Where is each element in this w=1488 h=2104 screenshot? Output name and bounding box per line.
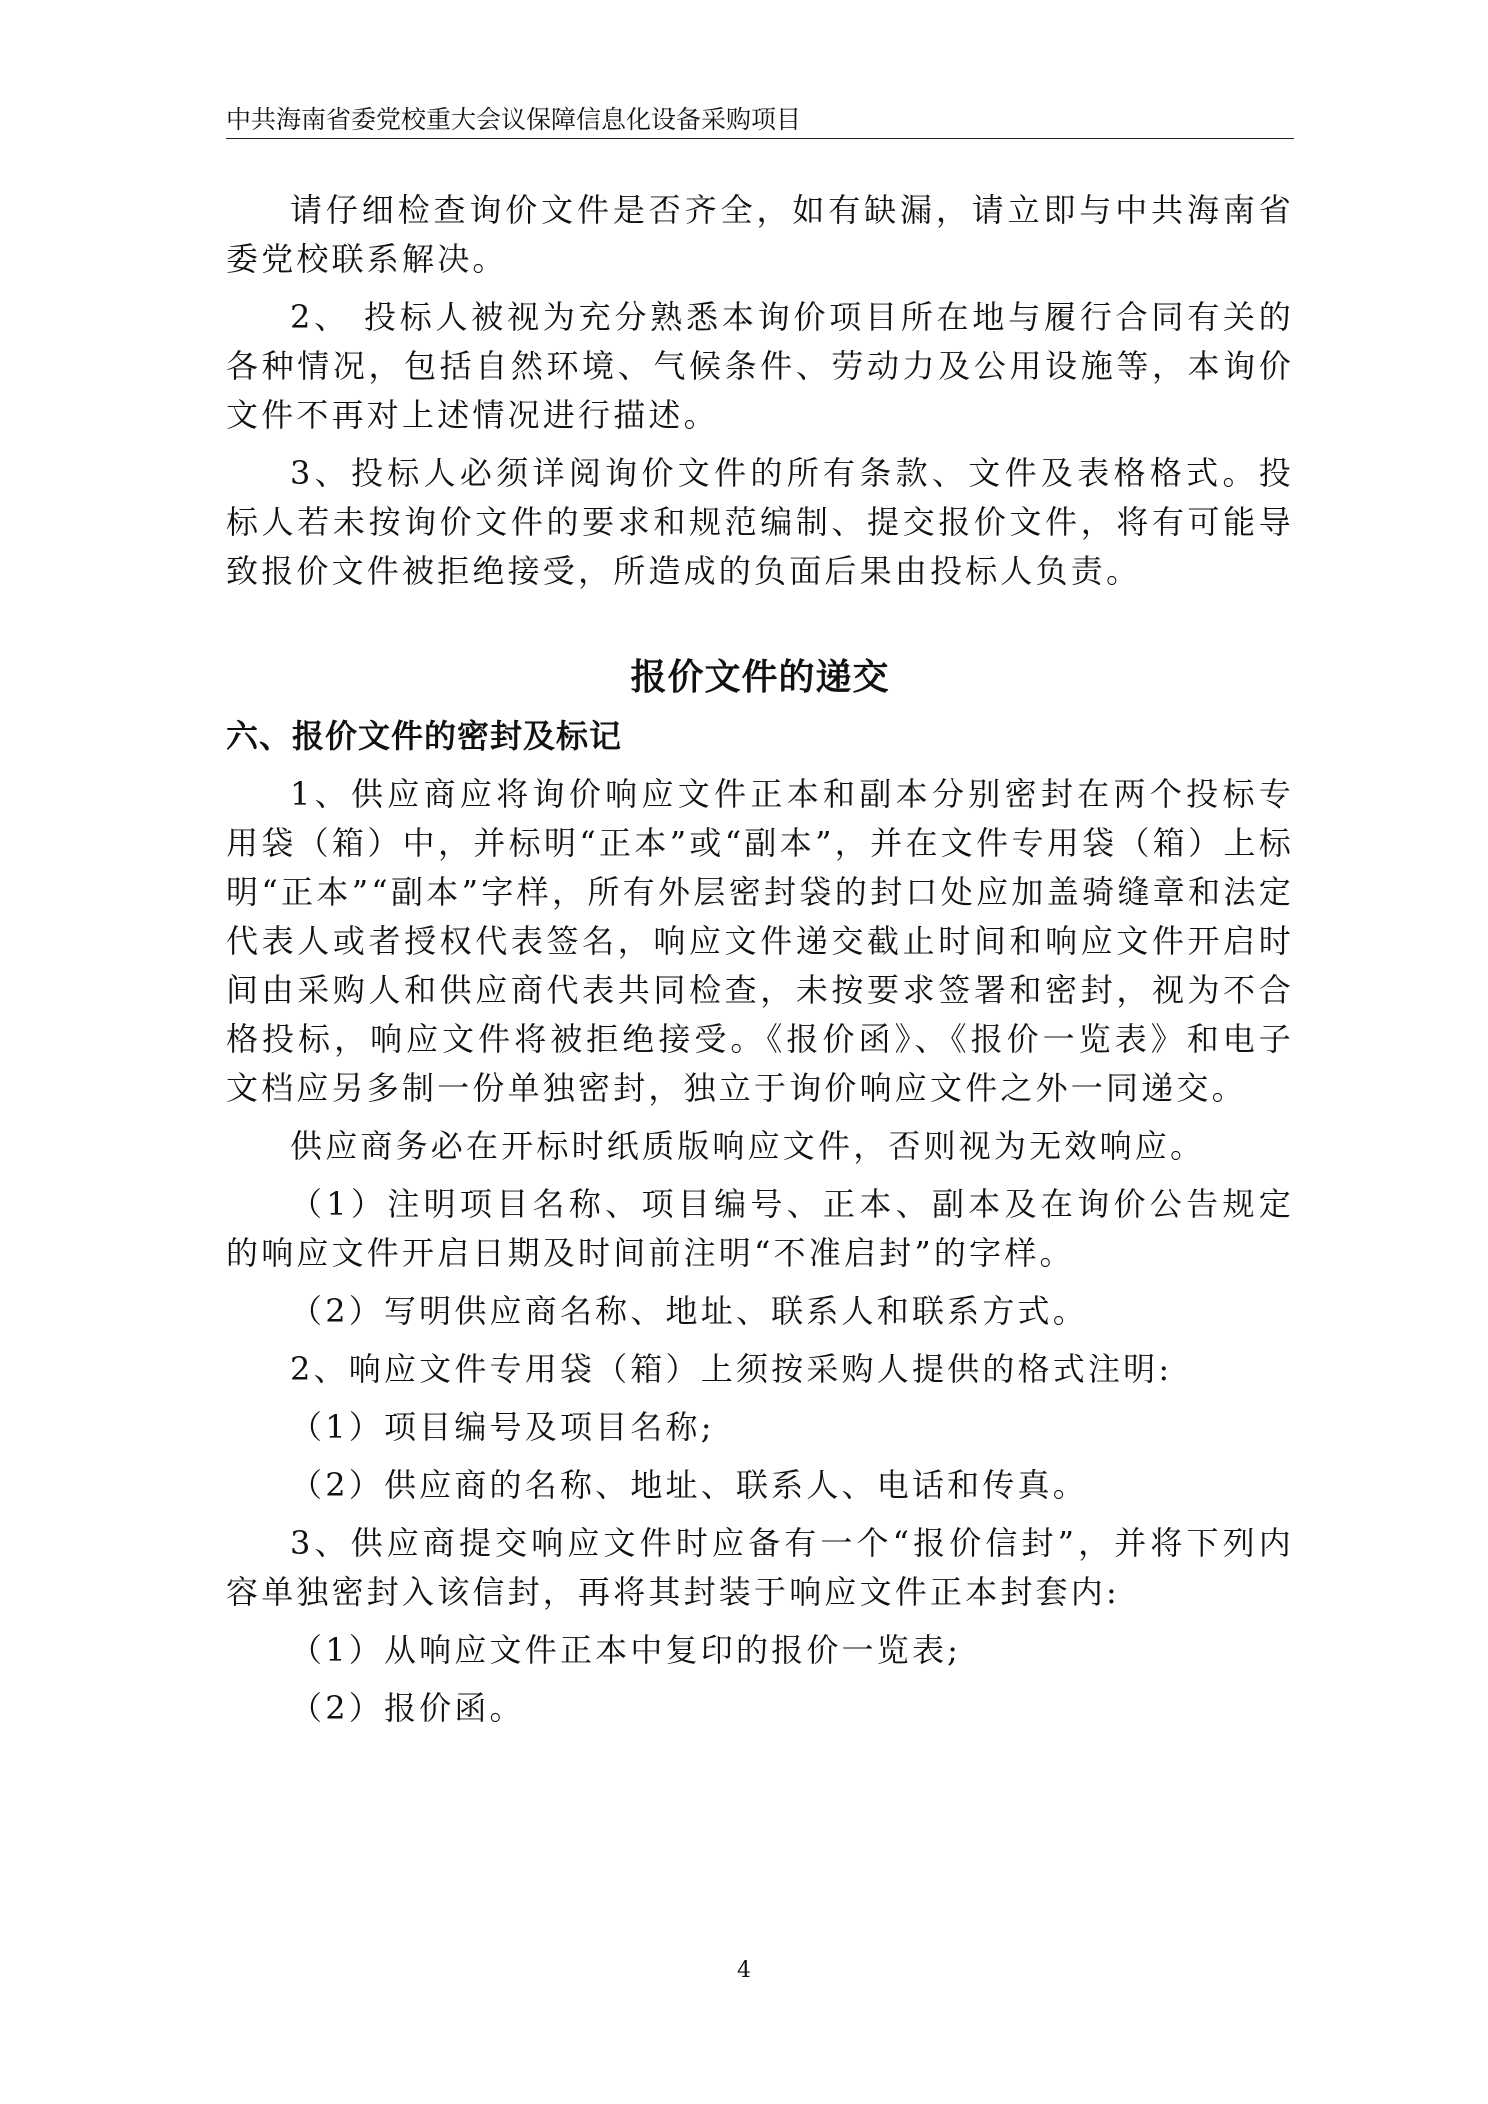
page-number: 4 <box>737 1958 751 1983</box>
paragraph: （1）注明项目名称、项目编号、正本、副本及在询价公告规定的响应文件开启日期及时间前注明“不准启封”的字样。 <box>226 1185 1294 1272</box>
paragraph: 2、响应文件专用袋（箱）上须按采购人提供的格式注明: <box>290 1350 1173 1388</box>
paragraph: 3、供应商提交响应文件时应备有一个“报价信封”，并将下列内容单独密封入该信封，再将其封装于响应文件正本封套内: <box>226 1524 1294 1611</box>
paragraph: （1）项目编号及项目名称; <box>290 1408 715 1446</box>
paragraph: （1）从响应文件正本中复印的报价一览表; <box>290 1631 962 1669</box>
subsection-title: 六、报价文件的密封及标记 <box>226 717 623 755</box>
paragraph: 供应商务必在开标时纸质版响应文件，否则视为无效响应。 <box>290 1127 1206 1165</box>
paragraph: 请仔细检查询价文件是否齐全，如有缺漏，请立即与中共海南省委党校联系解决。 <box>226 191 1294 278</box>
paragraph: （2）写明供应商名称、地址、联系人和联系方式。 <box>290 1292 1088 1330</box>
paragraph: 2、 投标人被视为充分熟悉本询价项目所在地与履行合同有关的各种情况，包括自然环境、气候条件、劳动力及公用设施等，本询价文件不再对上述情况进行描述。 <box>226 298 1294 434</box>
running-header: 中共海南省委党校重大会议保障信息化设备采购项目 <box>226 106 1294 139</box>
paragraph: （2）报价函。 <box>290 1689 525 1727</box>
paragraph: 3、投标人必须详阅询价文件的所有条款、文件及表格格式。投标人若未按询价文件的要求和规范编制、提交报价文件，将有可能导致报价文件被拒绝接受，所造成的负面后果由投标人负责。 <box>226 454 1294 590</box>
section-title: 报价文件的递交 <box>630 657 890 698</box>
paragraph: （2）供应商的名称、地址、联系人、电话和传真。 <box>290 1466 1088 1504</box>
document-body <box>226 186 1294 1742</box>
paragraph: 1、供应商应将询价响应文件正本和副本分别密封在两个投标专用袋（箱）中，并标明“正本”或“副本”，并在文件专用袋（箱）上标明“正本”“副本”字样，所有外层密封袋的封口处应加盖骑缝章和法定代表人或者授权代表签名，响应文件递交截止时间和响应文件开启时间由采购人和供应商代表共同检查，未按要求签署和密封，视为不合格投标，响应文件将被拒绝接受。《报价函》、《报价一览表》和电子文档应另多制一份单独密封，独立于询价响应文件之外一同递交。 <box>226 775 1294 1107</box>
